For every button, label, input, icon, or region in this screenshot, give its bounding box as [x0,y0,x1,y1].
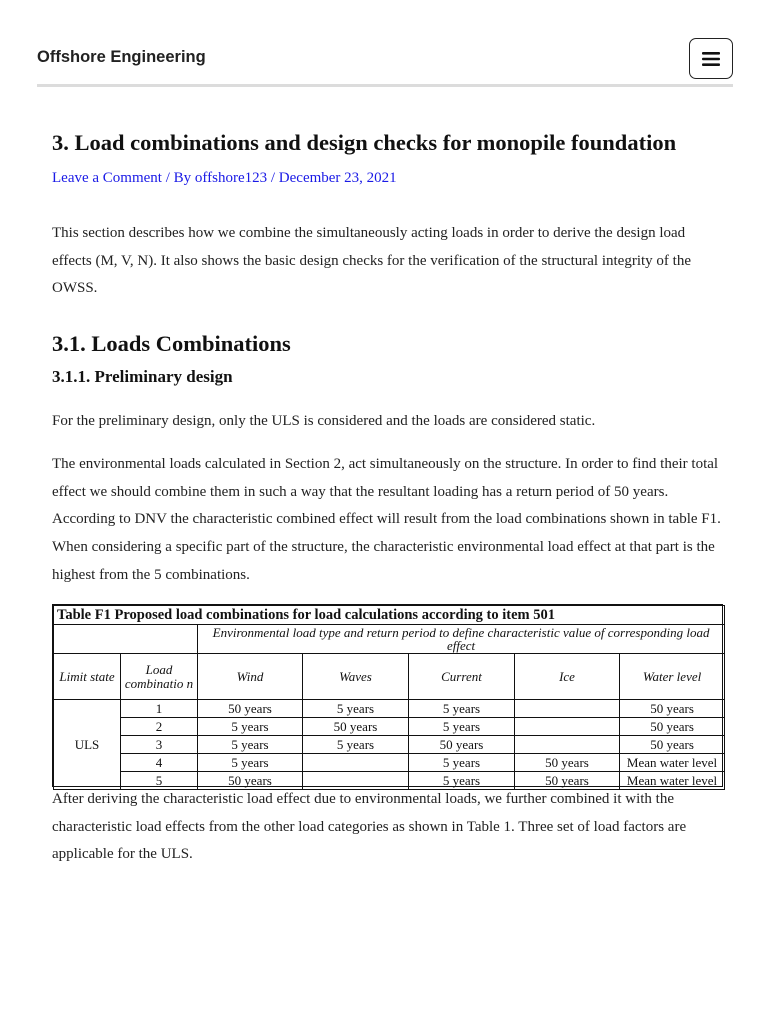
col-water-level: Water level [620,654,725,700]
cell-wind: 5 years [198,754,303,772]
cell-n: 3 [121,736,198,754]
table-row [54,754,725,772]
col-load-combination: Load combinatio n [121,654,198,700]
cell-waves [303,754,409,772]
cell-ice [515,718,620,736]
intro-paragraph: This section describes how we combine the simultaneously acting loads in order to derive the design load effects (M, V, N). It also shows the basic design checks for the verification of the structural integrity of the OWSS. [52,225,691,297]
cell-waves [303,772,409,790]
cell-ice [515,700,620,718]
cell-water: 50 years [620,718,725,736]
cell-ice [515,736,620,754]
cell-wind: 50 years [198,700,303,718]
col-waves: Waves [303,654,409,700]
cell-current: 5 years [409,700,515,718]
cell-n: 1 [121,700,198,718]
preliminary-paragraph: For the preliminary design, only the ULS is considered and the loads are considered static. [52,413,596,429]
meta-by: / By [161,170,195,186]
col-ice: Ice [515,654,620,700]
col-limit-state: Limit state [54,654,121,700]
col-current: Current [409,654,515,700]
hamburger-menu-icon [702,52,720,66]
blank-header-cell [54,625,198,654]
cell-current: 5 years [409,772,515,790]
environmental-loads-paragraph: The environmental loads calculated in Section 2, act simultaneously on the structure. In order to find their total effect we should combine them in such a way that the resultant loading has a return period of 50 years. According to DNV the characteristic combined effect will result from the load combinations shown in table F1. When considering a specific part of the structure, the characteristic environmental load effect at that part is the highest from the 5 combinations. [52,456,721,583]
table-row [54,700,725,718]
site-header [37,38,733,87]
cell-water: 50 years [620,700,725,718]
article-title: 3. Load combinations and design checks for monopile foundation [52,130,677,155]
table-row [54,718,725,736]
env-header: Environmental load type and return period to define characteristic value of corresponding load effect [198,625,725,654]
cell-n: 4 [121,754,198,772]
cell-waves: 5 years [303,736,409,754]
table-row [54,772,725,790]
cell-n: 5 [121,772,198,790]
leave-comment-link[interactable]: Leave a Comment [52,170,162,186]
table-row [54,736,725,754]
table-f1-figure [52,604,723,787]
cell-waves: 5 years [303,700,409,718]
author-link[interactable]: offshore123 [194,170,268,186]
cell-waves: 50 years [303,718,409,736]
cell-current: 5 years [409,718,515,736]
cell-water: Mean water level [620,754,725,772]
subsection-heading: 3.1.1. Preliminary design [52,367,233,386]
cell-current: 50 years [409,736,515,754]
load-factors-paragraph: After deriving the characteristic load effect due to environmental loads, we further combined it with the characteristic load effects from the other load categories as shown in Table 1. Three set of load factors are applicable for the ULS. [52,791,687,863]
table-f1 [53,605,725,790]
cell-wind: 50 years [198,772,303,790]
article-meta [52,170,397,187]
cell-wind: 5 years [198,718,303,736]
cell-ice: 50 years [515,772,620,790]
site-title[interactable]: Offshore Engineering [37,48,206,66]
cell-current: 5 years [409,754,515,772]
meta-separator: / [267,170,279,186]
table-caption: Table F1 Proposed load combinations for load calculations according to item 501 [54,606,725,625]
col-wind: Wind [198,654,303,700]
section-heading: 3.1. Loads Combinations [52,331,291,356]
menu-toggle-button[interactable] [689,38,733,79]
cell-wind: 5 years [198,736,303,754]
limit-state-cell: ULS [54,700,121,790]
date-link[interactable]: December 23, 2021 [278,170,397,186]
cell-n: 2 [121,718,198,736]
cell-water: 50 years [620,736,725,754]
cell-water: Mean water level [620,772,725,790]
cell-ice: 50 years [515,754,620,772]
